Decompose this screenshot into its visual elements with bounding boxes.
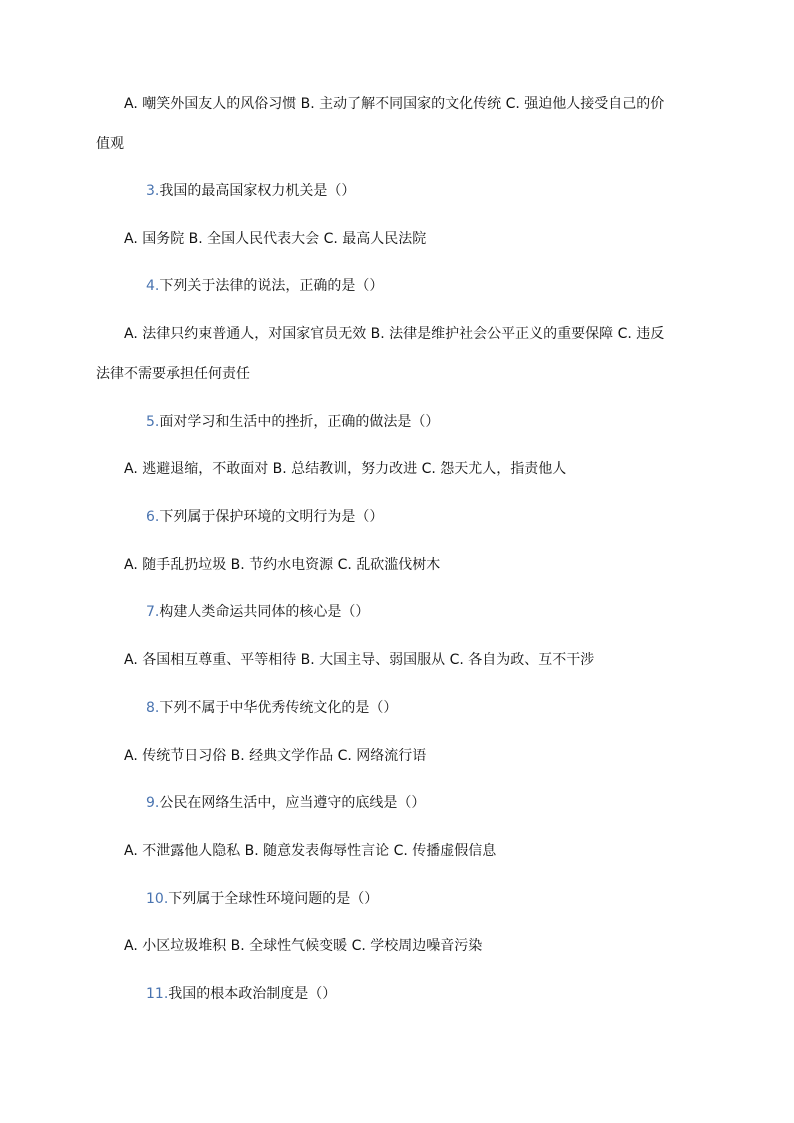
question-text: 公民在网络生活中，应当遵守的底线是（） [159,795,426,811]
answer-options-2-line2: 值观 [96,136,124,152]
question-6 [146,508,383,526]
question-8 [146,699,397,717]
question-text: 下列关于法律的说法，正确的是（） [159,278,384,294]
question-number: 8. [146,700,160,716]
question-number: 5. [146,414,160,430]
question-number: 11. [146,986,169,1002]
question-9 [146,794,425,812]
answer-options-4-line1: A. 法律只约束普通人，对国家官员无效 B. 法律是维护社会公平正义的重要保障 C. 违反 [124,326,665,342]
question-number: 7. [146,604,160,620]
question-text: 我国的根本政治制度是（） [168,986,337,1002]
answer-options-8: A. 传统节日习俗 B. 经典文学作品 C. 网络流行语 [124,748,427,764]
answer-options-2-line1: A. 嘲笑外国友人的风俗习惯 B. 主动了解不同国家的文化传统 C. 强迫他人接受自己的价 [124,96,665,112]
question-text: 下列属于全球性环境问题的是（） [168,891,379,907]
answer-options-4-line2: 法律不需要承担任何责任 [96,366,250,382]
answer-options-10: A. 小区垃圾堆积 B. 全球性气候变暖 C. 学校周边噪音污染 [124,938,483,954]
question-11 [146,985,336,1003]
question-3 [146,182,355,200]
answer-options-9: A. 不泄露他人隐私 B. 随意发表侮辱性言论 C. 传播虚假信息 [124,843,497,859]
question-text: 下列不属于中华优秀传统文化的是（） [159,700,398,716]
answer-options-5: A. 逃避退缩，不敢面对 B. 总结教训，努力改进 C. 怨天尤人，指责他人 [124,461,567,477]
answer-options-3: A. 国务院 B. 全国人民代表大会 C. 最高人民法院 [124,231,427,247]
question-text: 面对学习和生活中的挫折，正确的做法是（） [159,414,440,430]
question-7 [146,603,369,621]
question-text: 下列属于保护环境的文明行为是（） [159,509,384,525]
question-4 [146,277,383,295]
question-10 [146,890,378,908]
question-text: 我国的最高国家权力机关是（） [159,183,356,199]
question-number: 10. [146,891,169,907]
question-number: 6. [146,509,160,525]
question-number: 3. [146,183,160,199]
question-text: 构建人类命运共同体的核心是（） [159,604,370,620]
question-number: 4. [146,278,160,294]
question-number: 9. [146,795,160,811]
question-5 [146,413,439,431]
answer-options-6: A. 随手乱扔垃圾 B. 节约水电资源 C. 乱砍滥伐树木 [124,557,441,573]
answer-options-7: A. 各国相互尊重、平等相待 B. 大国主导、弱国服从 C. 各自为政、互不干涉 [124,652,595,668]
